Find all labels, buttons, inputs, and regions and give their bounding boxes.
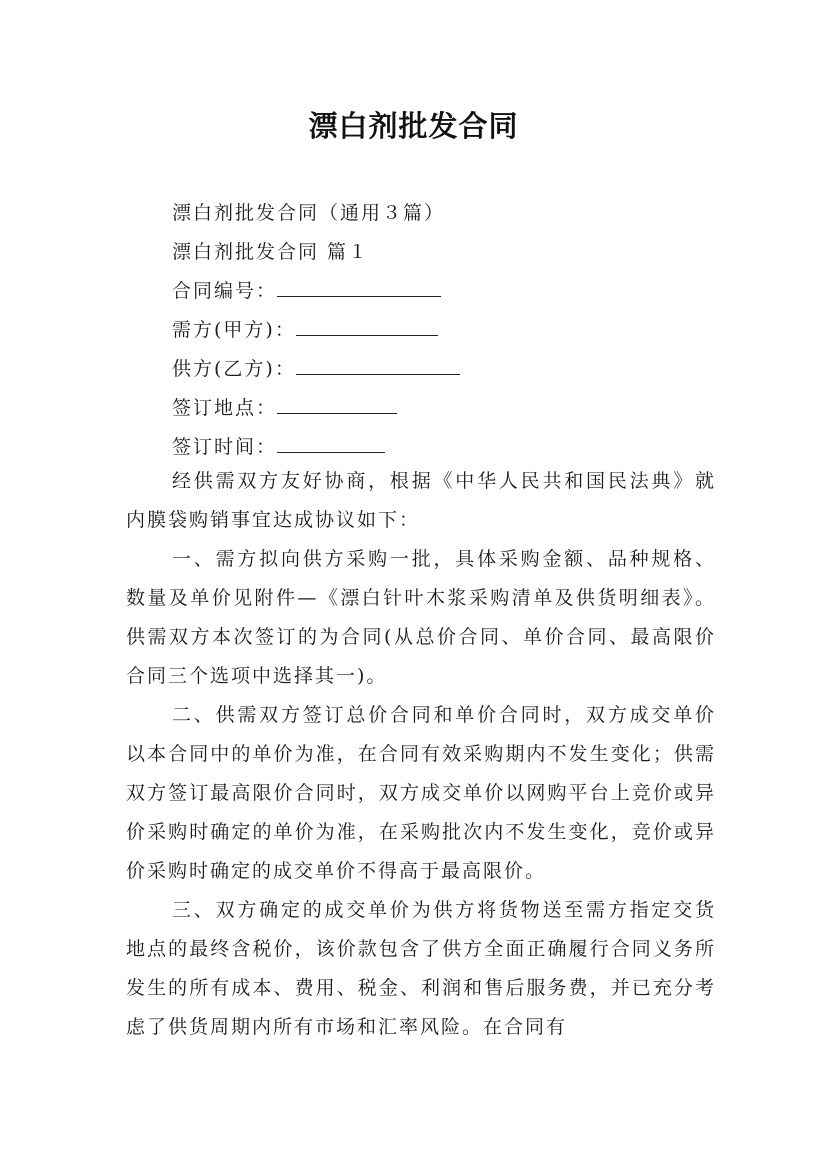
signing-time-blank [277, 434, 385, 453]
paragraph-clause-2: 二、供需双方签订总价合同和单价合同时，双方成交单价以本合同中的单价为准，在合同有效采购期内不发生变化；供需双方签订最高限价合同时，双方成交单价以网购平台上竞价或异价采购时确定的单价为准，在采购批次内不发生变化，竞价或异价采购时确定的成交单价不得高于最高限价。 [126, 704, 716, 882]
signing-time-label: 签订时间： [172, 436, 278, 458]
supplier-blank [296, 356, 460, 375]
signing-time-field [172, 432, 385, 459]
buyer-label: 需方(甲方)： [172, 319, 296, 341]
signing-place-blank [277, 395, 397, 414]
supplier-label: 供方(乙方)： [172, 358, 296, 380]
paragraph-intro: 经供需双方友好协商，根据《中华人民共和国民法典》就内膜袋购销事宜达成协议如下： [126, 470, 716, 531]
signing-place-field [172, 393, 397, 420]
document-subtitle: 漂白剂批发合同（通用３篇） [172, 202, 446, 224]
contract-number-field [172, 276, 441, 303]
contract-number-blank [277, 278, 441, 297]
paragraph-clause-3: 三、双方确定的成交单价为供方将货物送至需方指定交货地点的最终含税价，该价款包含了供方全面正确履行合同义务所发生的所有成本、费用、税金、利润和售后服务费，并已充分考虑了供货周期内所有市场和汇率风险。在合同有 [126, 899, 716, 1038]
paragraph-clause-1: 一、需方拟向供方采购一批，具体采购金额、品种规格、数量及单价见附件—《漂白针叶木浆采购清单及供货明细表》。供需双方本次签订的为合同(从总价合同、单价合同、最高限价合同三个选项中选择其一)。 [126, 548, 716, 687]
contract-number-label: 合同编号： [172, 280, 278, 302]
supplier-field [172, 354, 460, 381]
buyer-field [172, 315, 438, 342]
signing-place-label: 签订地点： [172, 397, 278, 419]
section-heading: 漂白剂批发合同 篇１ [172, 241, 370, 263]
buyer-blank [296, 317, 438, 336]
document-title: 漂白剂批发合同 [308, 109, 519, 143]
